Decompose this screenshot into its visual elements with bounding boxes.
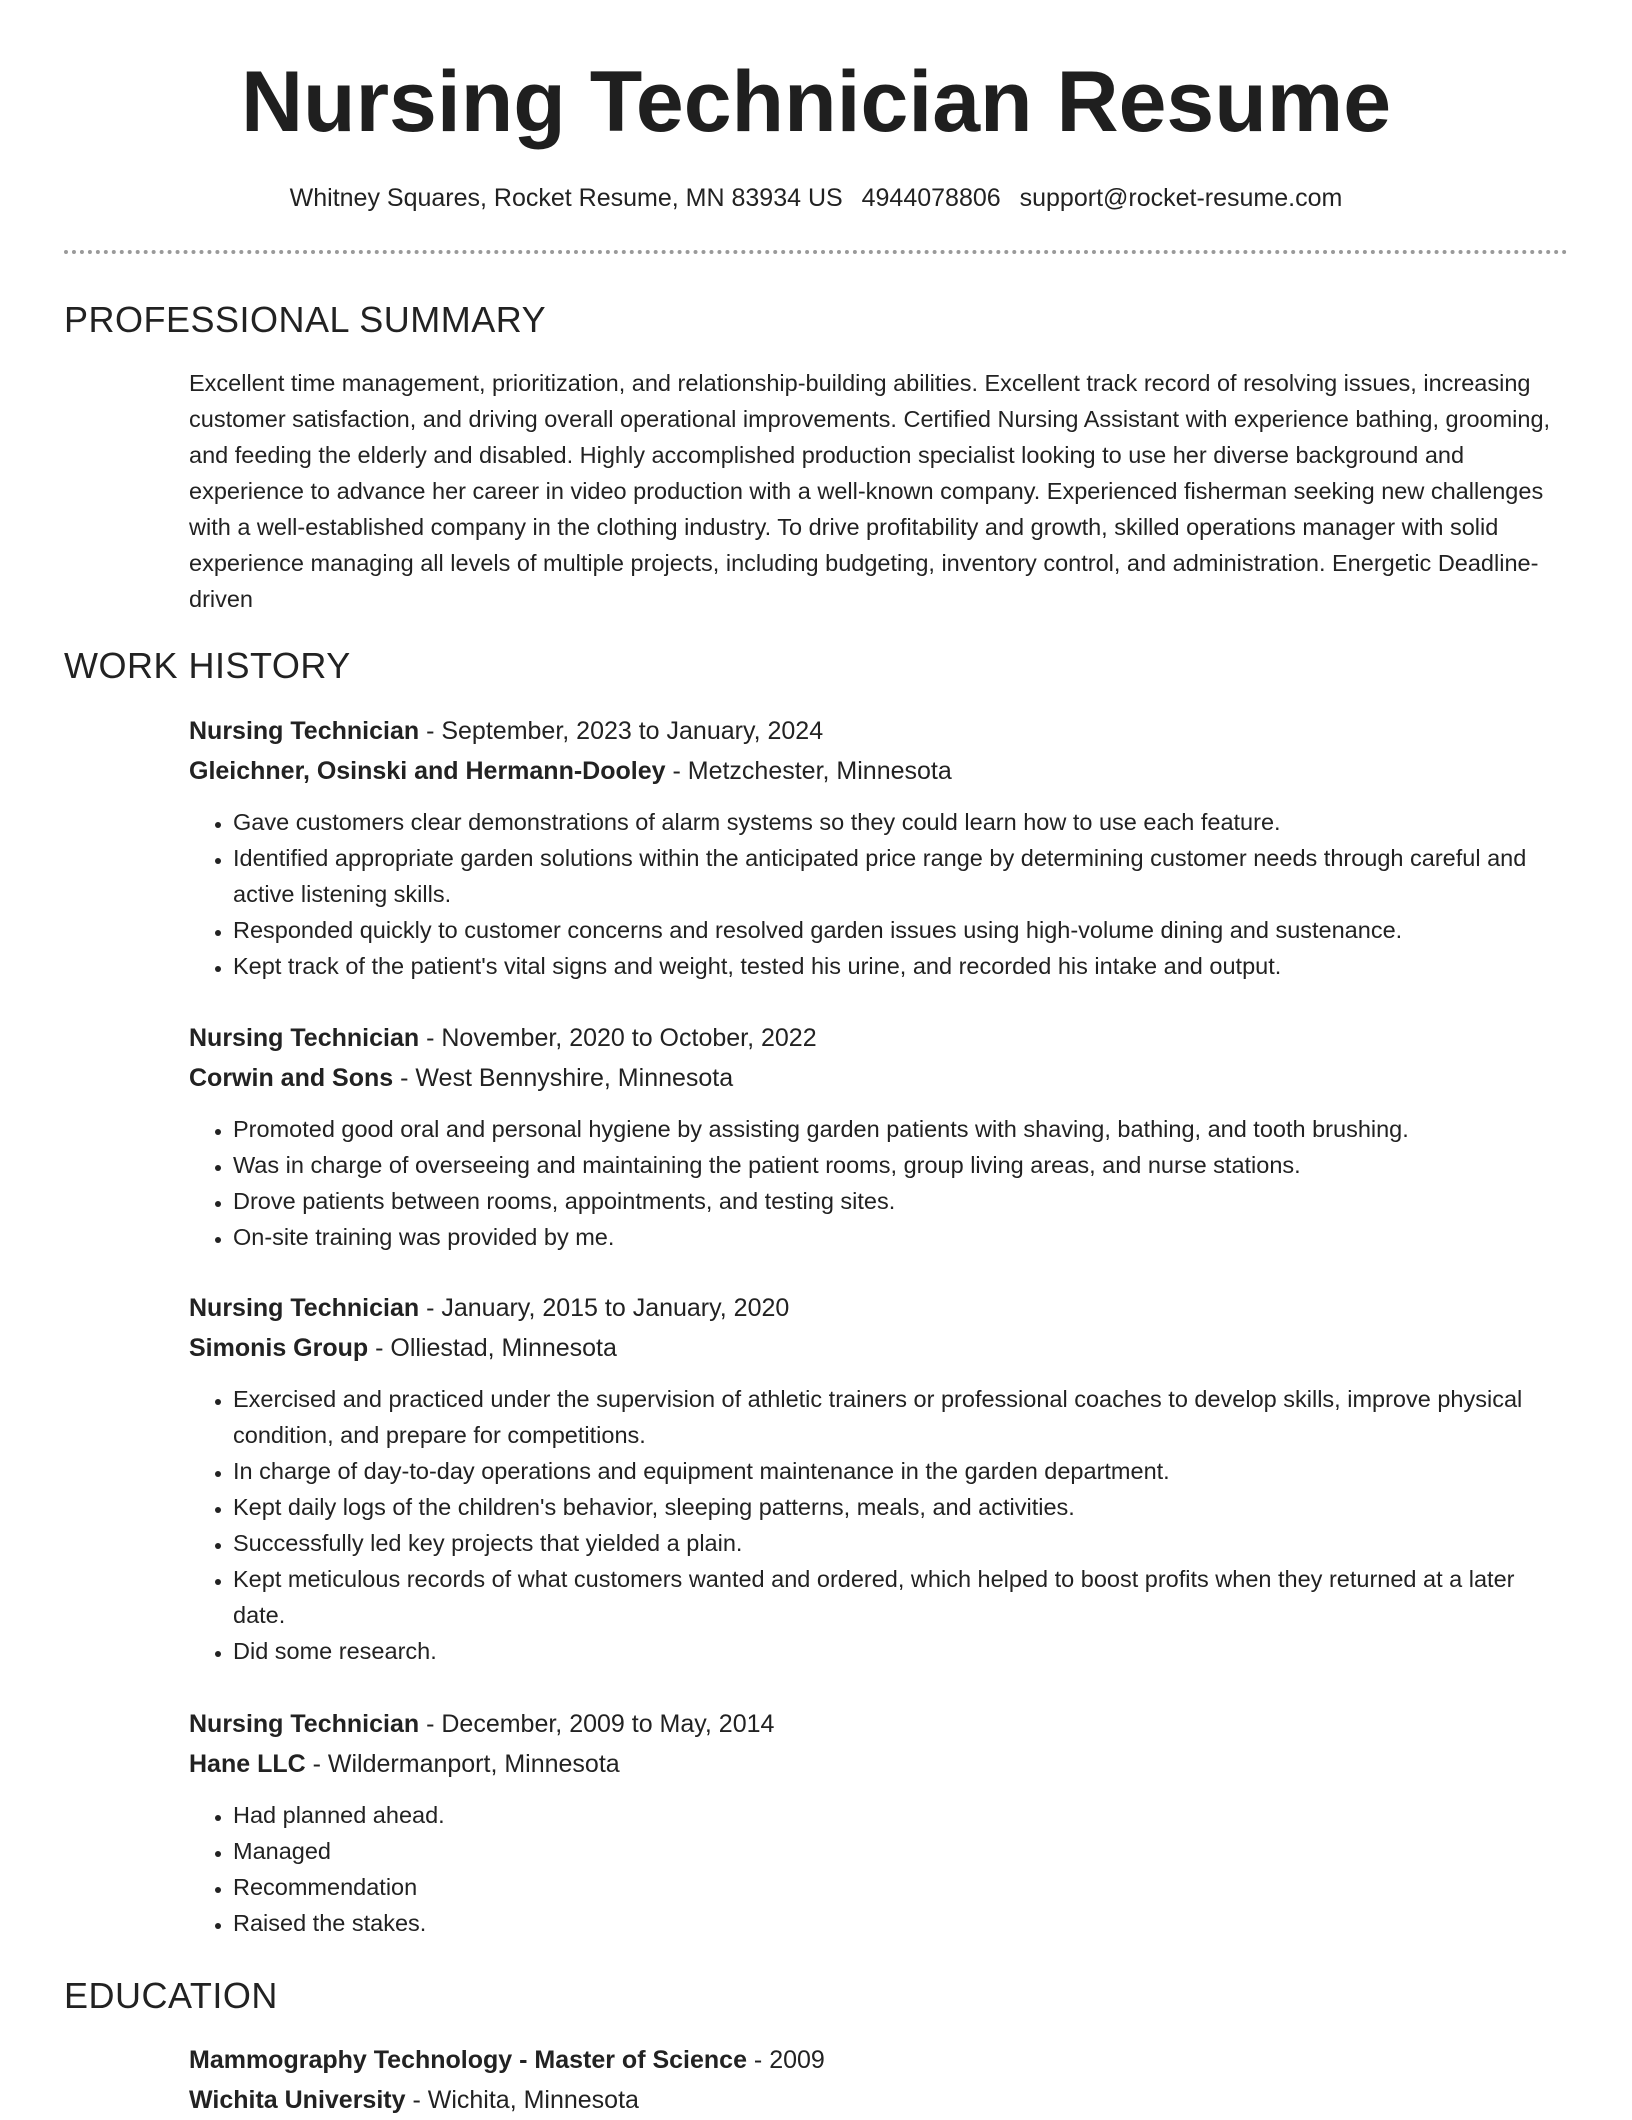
job-location: - West Bennyshire, Minnesota: [393, 1064, 734, 1092]
school-name: Wichita University: [189, 2086, 406, 2114]
job-title-line: [189, 711, 1569, 751]
job-bullet: • Managed: [233, 1833, 1569, 1869]
job-bullet: • Promoted good oral and personal hygiene by assisting garden patients with shaving, bathing, and tooth brushing.: [233, 1111, 1569, 1147]
work-history-heading: WORK HISTORY: [64, 645, 351, 686]
job-bullet: • Did some research.: [233, 1633, 1569, 1669]
job-dates: - January, 2015 to January, 2020: [419, 1294, 790, 1322]
job-location: - Wildermanport, Minnesota: [305, 1750, 620, 1778]
degree-year: - 2009: [746, 2046, 825, 2074]
job-company: Gleichner, Osinski and Hermann-Dooley: [189, 757, 666, 785]
job-title: Nursing Technician: [189, 717, 420, 745]
header-divider: [64, 250, 1568, 254]
job-bullet: • Had planned ahead.: [233, 1797, 1569, 1833]
job-title-line: [189, 1704, 1569, 1744]
job-title: Nursing Technician: [189, 1294, 420, 1322]
job-bullet: • Exercised and practiced under the supervision of athletic trainers or professional coaches to develop skills, improve physical condition, and prepare for competitions.: [233, 1381, 1569, 1453]
job-dates: - September, 2023 to January, 2024: [419, 717, 824, 745]
job-company-line: [189, 1328, 1569, 1368]
job-entry: [189, 1018, 1569, 1255]
education-entry: [189, 2040, 1569, 2120]
job-bullets: [189, 1797, 1569, 1941]
job-company-line: [189, 751, 1569, 791]
job-bullet: • Successfully led key projects that yielded a plain.: [233, 1525, 1569, 1561]
education-heading: EDUCATION: [64, 1975, 278, 2016]
phone-text: 4944078806: [861, 184, 1001, 212]
job-company-line: [189, 1058, 1569, 1098]
summary-heading: PROFESSIONAL SUMMARY: [64, 299, 547, 340]
job-bullet: • Kept daily logs of the children's behavior, sleeping patterns, meals, and activities.: [233, 1489, 1569, 1525]
email-text: support@rocket-resume.com: [1019, 184, 1343, 212]
job-bullet: • Kept meticulous records of what customers wanted and ordered, which helped to boost profits when they returned at a later date.: [233, 1561, 1569, 1633]
job-title-line: [189, 1288, 1569, 1328]
job-location: - Olliestad, Minnesota: [368, 1334, 617, 1362]
degree-line: [189, 2040, 1569, 2080]
job-bullet: • Recommendation: [233, 1869, 1569, 1905]
contact-info: [0, 181, 1632, 215]
job-location: - Metzchester, Minnesota: [665, 757, 952, 785]
degree-name: Mammography Technology - Master of Science: [189, 2046, 747, 2074]
job-company: Simonis Group: [189, 1334, 369, 1362]
job-bullet: • Identified appropriate garden solutions within the anticipated price range by determining customer needs through careful and active listening skills.: [233, 840, 1569, 912]
resume-title: Nursing Technician Resume: [240, 54, 1392, 150]
school-line: [189, 2080, 1569, 2120]
job-company-line: [189, 1744, 1569, 1784]
job-bullet: • Kept track of the patient's vital signs and weight, tested his urine, and recorded his intake and output.: [233, 948, 1569, 984]
job-bullet: • In charge of day-to-day operations and equipment maintenance in the garden department.: [233, 1453, 1569, 1489]
job-entry: [189, 1704, 1569, 1941]
job-bullet: • Was in charge of overseeing and maintaining the patient rooms, group living areas, and nurse stations.: [233, 1147, 1569, 1183]
school-location: - Wichita, Minnesota: [405, 2086, 639, 2114]
job-bullet: • Responded quickly to customer concerns and resolved garden issues using high-volume dining and sustenance.: [233, 912, 1569, 948]
job-title-line: [189, 1018, 1569, 1058]
job-bullet: • On-site training was provided by me.: [233, 1219, 1569, 1255]
job-bullets: [189, 1111, 1569, 1255]
job-bullets: [189, 804, 1569, 984]
job-bullets: [189, 1381, 1569, 1669]
job-entry: [189, 1288, 1569, 1669]
job-bullet: • Drove patients between rooms, appointments, and testing sites.: [233, 1183, 1569, 1219]
job-entry: [189, 711, 1569, 984]
job-title: Nursing Technician: [189, 1710, 420, 1738]
summary-text: Excellent time management, prioritization, and relationship-building abilities. Excellent track record of resolving issues, increasing customer satisfaction, and driving overall operational improvements. Certified Nursing Assistant with experience bathing, grooming, and feeding the elderly and disabled. Highly accomplished production specialist looking to use her diverse background and experience to advance her career in video production with a well-known company. Experienced fisherman seeking new challenges with a well-established company in the clothing industry. To drive profitability and growth, skilled operations manager with solid experience managing all levels of multiple projects, including budgeting, inventory control, and administration. Energetic Deadline-driven: [189, 370, 1551, 612]
job-title: Nursing Technician: [189, 1024, 420, 1052]
address-text: Whitney Squares, Rocket Resume, MN 83934 US: [289, 184, 843, 212]
job-bullet: • Gave customers clear demonstrations of alarm systems so they could learn how to use each feature.: [233, 804, 1569, 840]
job-dates: - November, 2020 to October, 2022: [419, 1024, 817, 1052]
job-dates: - December, 2009 to May, 2014: [419, 1710, 775, 1738]
job-company: Hane LLC: [189, 1750, 306, 1778]
job-company: Corwin and Sons: [189, 1064, 394, 1092]
job-bullet: • Raised the stakes.: [233, 1905, 1569, 1941]
